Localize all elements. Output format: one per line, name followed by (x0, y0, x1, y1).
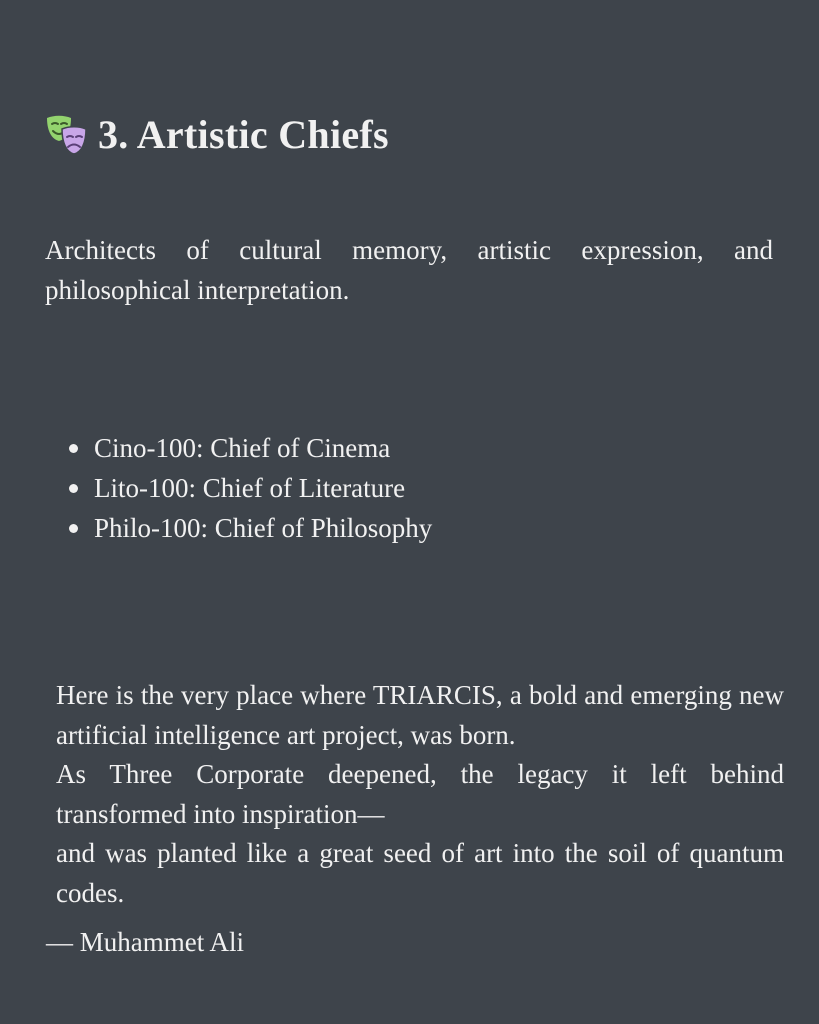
bullet-icon (69, 444, 78, 453)
list-item (66, 508, 432, 548)
page-title: 3. Artistic Chiefs (98, 112, 389, 157)
list-item (66, 428, 432, 468)
quote-paragraph: and was planted like a great seed of art into the soil of quantum codes. (56, 838, 784, 908)
bullet-icon (69, 524, 78, 533)
chief-label: Philo-100: Chief of Philosophy (94, 513, 433, 543)
intro-text: Architects of cultural memory, artistic expression, and philosophical interpretation. (45, 235, 773, 305)
quote-paragraph: Here is the very place where TRIARCIS, a bold and emerging new artificial intelligence art project, was born. (56, 680, 784, 750)
theater-masks-icon (44, 112, 90, 158)
quote-author: — Muhammet Ali (46, 927, 244, 957)
list-item (66, 468, 432, 508)
chiefs-list (66, 428, 432, 548)
chief-label: Cino-100: Chief of Cinema (94, 433, 391, 463)
section-heading (44, 112, 389, 158)
quote-paragraph: As Three Corporate deepened, the legacy it left behind transformed into inspiration— (56, 759, 784, 829)
bullet-icon (69, 484, 78, 493)
quote-block (56, 676, 784, 913)
chief-label: Lito-100: Chief of Literature (94, 473, 406, 503)
